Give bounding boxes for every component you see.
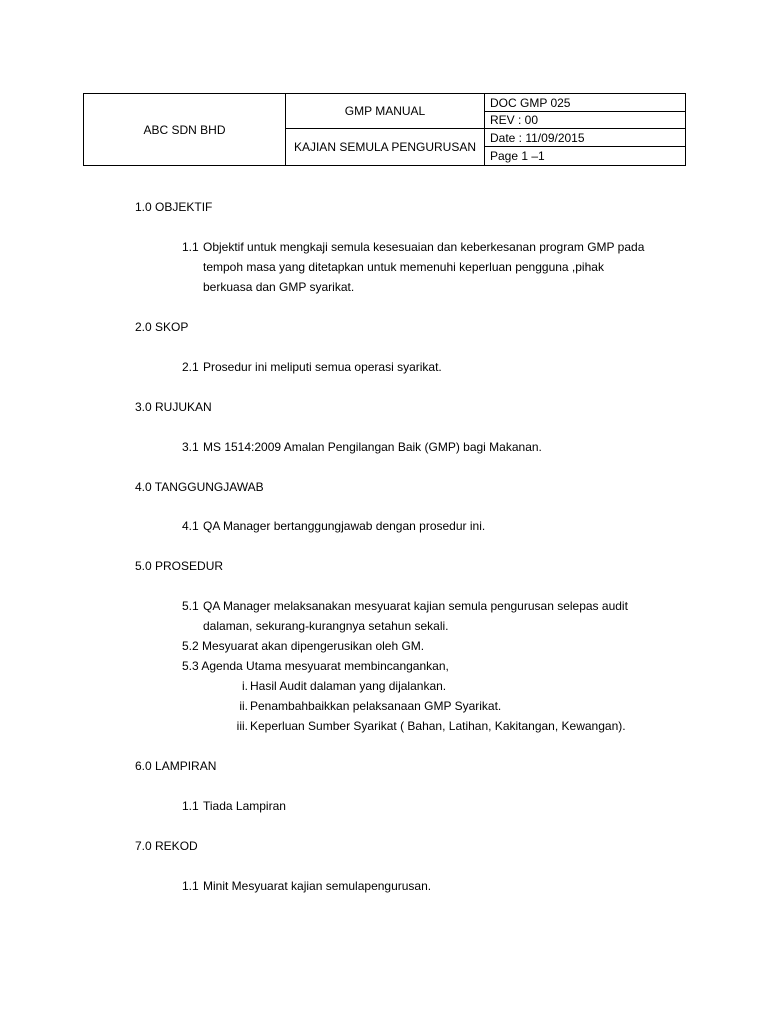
procedure-line: dalaman, sekurang-kurangnya setahun sekali. xyxy=(203,619,449,633)
section-heading-prosedur: 5.0 PROSEDUR xyxy=(135,559,224,573)
agenda-item: Hasil Audit dalaman yang dijalankan. xyxy=(250,679,447,693)
item-number: 4.1 xyxy=(182,519,199,533)
item-number: 3.1 xyxy=(182,440,199,454)
item-number: 1.1 xyxy=(182,799,199,813)
agenda-number: i. xyxy=(242,679,248,693)
document-header-table xyxy=(83,93,686,166)
revision: REV : 00 xyxy=(485,112,685,129)
company-name: ABC SDN BHD xyxy=(84,94,286,165)
reference-text: MS 1514:2009 Amalan Pengilangan Baik (GMP) bagi Makanan. xyxy=(203,440,542,454)
responsibility-text: QA Manager bertanggungjawab dengan prosedur ini. xyxy=(203,519,486,533)
procedure-item: 5.2 Mesyuarat akan dipengerusikan oleh GM. xyxy=(182,639,425,653)
agenda-number: iii. xyxy=(236,719,248,733)
doc-number: DOC GMP 025 xyxy=(485,94,685,112)
document-subject: KAJIAN SEMULA PENGURUSAN xyxy=(286,129,485,165)
page-number: Page 1 –1 xyxy=(490,149,545,163)
objective-line: tempoh masa yang ditetapkan untuk memenuhi keperluan pengguna ,pihak xyxy=(203,260,604,274)
item-number: 5.1 xyxy=(182,599,199,613)
section-heading-rekod: 7.0 REKOD xyxy=(135,839,198,853)
item-number: 1.1 xyxy=(182,240,199,254)
record-text: Minit Mesyuarat kajian semulapengurusan. xyxy=(203,879,432,893)
agenda-item: Keperluan Sumber Syarikat ( Bahan, Latihan, Kakitangan, Kewangan). xyxy=(250,719,626,733)
objective-line: berkuasa dan GMP syarikat. xyxy=(203,280,355,294)
section-heading-skop: 2.0 SKOP xyxy=(135,320,189,334)
section-heading-objektif: 1.0 OBJEKTIF xyxy=(135,200,213,214)
agenda-item: Penambahbaikkan pelaksanaan GMP Syarikat. xyxy=(250,699,502,713)
objective-line: Objektif untuk mengkaji semula kesesuaian dan keberkesanan program GMP pada xyxy=(203,240,645,254)
procedure-item: 5.3 Agenda Utama mesyuarat membincangankan, xyxy=(182,659,449,673)
section-heading-rujukan: 3.0 RUJUKAN xyxy=(135,400,212,414)
scope-text: Prosedur ini meliputi semua operasi syarikat. xyxy=(203,360,442,374)
attachment-text: Tiada Lampiran xyxy=(203,799,286,813)
manual-title: GMP MANUAL xyxy=(286,94,485,129)
section-heading-tanggungjawab: 4.0 TANGGUNGJAWAB xyxy=(135,480,264,494)
item-number: 1.1 xyxy=(182,879,199,893)
section-heading-lampiran: 6.0 LAMPIRAN xyxy=(135,759,217,773)
agenda-number: ii. xyxy=(239,699,248,713)
issue-date: Date : 11/09/2015 xyxy=(485,129,685,147)
procedure-line: QA Manager melaksanakan mesyuarat kajian semula pengurusan selepas audit xyxy=(203,599,628,613)
item-number: 2.1 xyxy=(182,360,199,374)
